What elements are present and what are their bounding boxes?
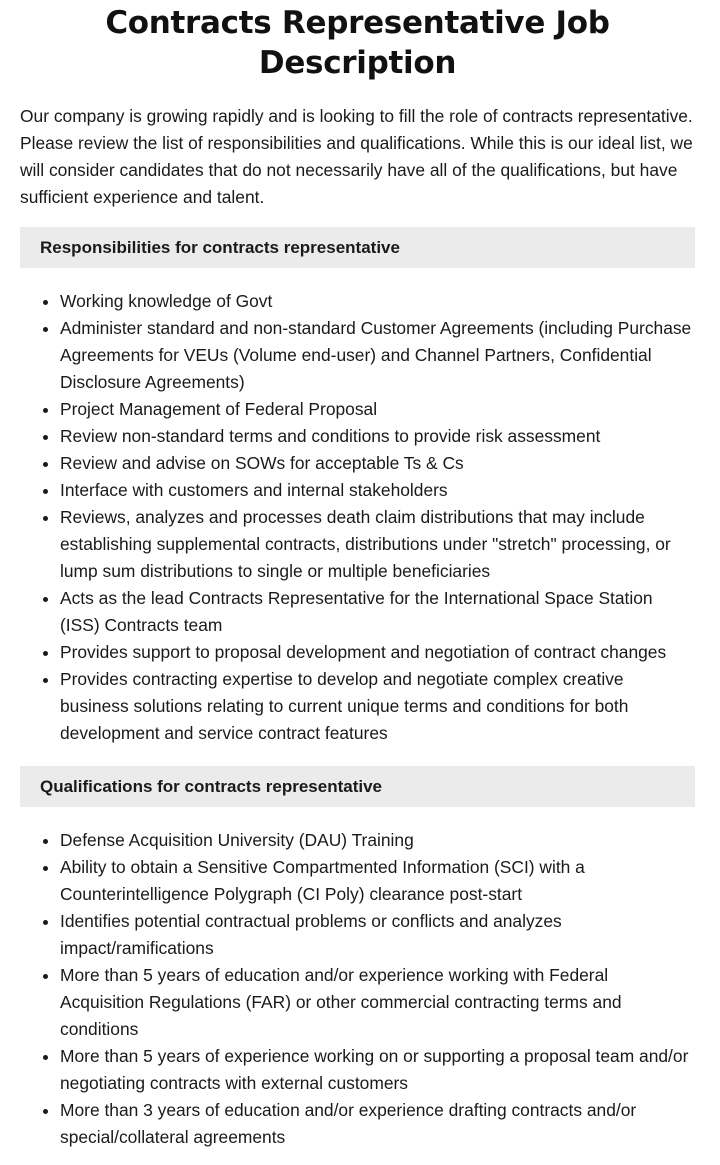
responsibilities-list [20,288,695,747]
list-item: • Review non-standard terms and conditions to provide risk assessment [60,423,695,450]
responsibilities-heading: Responsibilities for contracts representative [20,227,695,268]
page-title: Contracts Representative Job Description [105,5,610,81]
list-item: • Review and advise on SOWs for acceptable Ts & Cs [60,450,695,477]
list-item: • Project Management of Federal Proposal [60,396,695,423]
list-item: • Working knowledge of Govt [60,288,695,315]
intro-paragraph: Our company is growing rapidly and is looking to fill the role of contracts representative. Please review the list of responsibilities and qualifications. While this is our ideal list, we will consider candidates that do not necessarily have all of the qualifications, but have sufficient experience and talent. [20,106,693,207]
list-item: • More than 3 years of education and/or experience drafting contracts and/or special/collateral agreements [60,1097,695,1151]
list-item: • Reviews, analyzes and processes death claim distributions that may include establishing supplemental contracts, distributions under "stretch" processing, or lump sum distributions to single or multiple beneficiaries [60,504,695,585]
qualifications-list [20,827,695,1151]
qualifications-heading: Qualifications for contracts representative [20,766,695,807]
list-item: • Identifies potential contractual problems or conflicts and analyzes impact/ramifications [60,908,695,962]
list-item: • More than 5 years of education and/or experience working with Federal Acquisition Regulations (FAR) or other commercial contracting terms and conditions [60,962,695,1043]
list-item: • Provides contracting expertise to develop and negotiate complex creative business solutions relating to current unique terms and conditions for both development and service contract features [60,666,695,747]
list-item: • Defense Acquisition University (DAU) Training [60,827,695,854]
list-item: • More than 5 years of experience working on or supporting a proposal team and/or negotiating contracts with external customers [60,1043,695,1097]
list-item: • Provides support to proposal development and negotiation of contract changes [60,639,695,666]
list-item: • Acts as the lead Contracts Representative for the International Space Station (ISS) Contracts team [60,585,695,639]
list-item: • Interface with customers and internal stakeholders [60,477,695,504]
list-item: • Ability to obtain a Sensitive Compartmented Information (SCI) with a Counterintelligence Polygraph (CI Poly) clearance post-start [60,854,695,908]
list-item: • Administer standard and non-standard Customer Agreements (including Purchase Agreements for VEUs (Volume end-user) and Channel Partners, Confidential Disclosure Agreements) [60,315,695,396]
